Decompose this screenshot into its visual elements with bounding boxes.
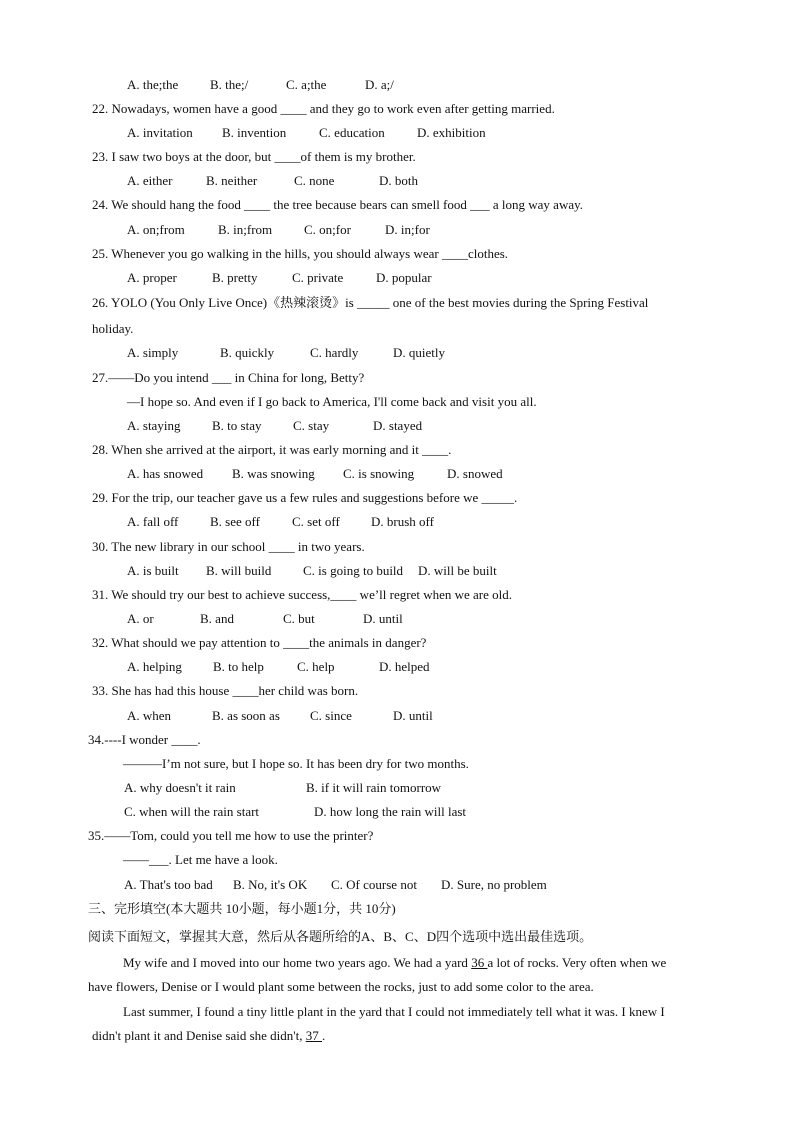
q32-option-c: C. help xyxy=(297,659,335,674)
q23-option-b: B. neither xyxy=(206,173,258,188)
q27-option-c: C. stay xyxy=(293,418,330,433)
q34-option-c: C. when will the rain start xyxy=(124,804,260,819)
q26-option-a: A. simply xyxy=(127,345,179,360)
q31-stem: 31. We should try our best to achieve success,____ we’ll regret when we are old. xyxy=(92,587,513,602)
q29-option-b: B. see off xyxy=(210,514,260,529)
q26-stem-line2: holiday. xyxy=(92,321,134,336)
q21-option-d: D. a;/ xyxy=(365,77,394,92)
q30-stem: 30. The new library in our school ____ in two years. xyxy=(92,539,365,554)
q34-option-b: B. if it will rain tomorrow xyxy=(306,780,442,795)
q22-option-d: D. exhibition xyxy=(417,125,486,140)
q34-reply: ———I’m not sure, but I hope so. It has been dry for two months. xyxy=(123,756,469,771)
q35-option-d: D. Sure, no problem xyxy=(441,877,547,892)
q25-option-d: D. popular xyxy=(376,270,432,285)
q29-option-d: D. brush off xyxy=(371,514,434,529)
q25-option-c: C. private xyxy=(292,270,344,285)
q35-option-c: C. Of course not xyxy=(331,877,417,892)
q35-option-a: A. That's too bad xyxy=(124,877,213,892)
q32-option-b: B. to help xyxy=(213,659,264,674)
q27-option-a: A. staying xyxy=(127,418,181,433)
passage-p2-line2-pre: didn't plant it and Denise said she didn't, xyxy=(92,1028,306,1043)
q34-option-d: D. how long the rain will last xyxy=(314,804,467,819)
q23-stem: 23. I saw two boys at the door, but ____of them is my brother. xyxy=(92,149,416,164)
section-instruction: 阅读下面短文，掌握其大意，然后从各题所给的A、B、C、D四个选项中选出最佳选项。 xyxy=(88,929,593,944)
q21-option-a: A. the;the xyxy=(127,77,179,92)
passage-p1-line1-post: a lot of rocks. Very often when we xyxy=(487,955,667,970)
q28-stem: 28. When she arrived at the airport, it was early morning and it ____. xyxy=(92,442,452,457)
q28-option-a: A. has snowed xyxy=(127,466,204,481)
q24-option-b: B. in;from xyxy=(218,222,273,237)
q27-option-d: D. stayed xyxy=(373,418,423,433)
q24-stem: 24. We should hang the food ____ the tree because bears can smell food ___ a long way away. xyxy=(92,197,584,212)
q28-option-d: D. snowed xyxy=(447,466,503,481)
q23-option-a: A. either xyxy=(127,173,173,188)
q25-option-a: A. proper xyxy=(127,270,177,285)
q29-option-a: A. fall off xyxy=(127,514,179,529)
q35-option-b: B. No, it's OK xyxy=(233,877,308,892)
blank-37: 37 xyxy=(305,1028,322,1043)
q26-option-d: D. quietly xyxy=(393,345,445,360)
q28-option-b: B. was snowing xyxy=(232,466,315,481)
q33-option-d: D. until xyxy=(393,708,433,723)
q27-reply: —I hope so. And even if I go back to America, I'll come back and visit you all. xyxy=(127,394,537,409)
q32-stem: 32. What should we pay attention to ____the animals in danger? xyxy=(92,635,427,650)
passage-p1-line1 xyxy=(123,955,666,971)
q25-option-b: B. pretty xyxy=(212,270,258,285)
q26-option-b: B. quickly xyxy=(220,345,275,360)
q22-option-a: A. invitation xyxy=(127,125,193,140)
blank-36: 36 xyxy=(471,955,488,970)
q33-option-a: A. when xyxy=(127,708,172,723)
q31-option-a: A. or xyxy=(127,611,154,626)
q21-option-c: C. a;the xyxy=(286,77,327,92)
q22-option-b: B. invention xyxy=(222,125,287,140)
q24-option-d: D. in;for xyxy=(385,222,430,237)
passage-p2-line1: Last summer, I found a tiny little plant in the yard that I could not immediately tell what it was. I knew I xyxy=(123,1004,665,1019)
passage-p1-line1-pre: My wife and I moved into our home two years ago. We had a yard xyxy=(123,955,472,970)
passage-p2-line2-post: . xyxy=(322,1028,326,1043)
q21-option-b: B. the;/ xyxy=(210,77,249,92)
q35-reply: ——___. Let me have a look. xyxy=(123,852,278,867)
section-heading: 三、完形填空(本大题共 10小题，每小题1分，共 10分) xyxy=(88,901,396,916)
q30-option-b: B. will build xyxy=(206,563,272,578)
q34-option-a: A. why doesn't it rain xyxy=(124,780,236,795)
q32-option-d: D. helped xyxy=(379,659,430,674)
q23-option-d: D. both xyxy=(379,173,418,188)
q26-stem-line1: 26. YOLO (You Only Live Once)《热辣滚烫》is _____ one of the best movies during the Spring Festival xyxy=(92,295,649,310)
q26-option-c: C. hardly xyxy=(310,345,359,360)
q30-option-a: A. is built xyxy=(127,563,179,578)
q31-option-d: D. until xyxy=(363,611,403,626)
q34-stem: 34.----I wonder ____. xyxy=(88,732,201,747)
q27-option-b: B. to stay xyxy=(212,418,262,433)
q33-option-c: C. since xyxy=(310,708,352,723)
q32-option-a: A. helping xyxy=(127,659,182,674)
q31-option-b: B. and xyxy=(200,611,234,626)
q30-option-c: C. is going to build xyxy=(303,563,404,578)
q23-option-c: C. none xyxy=(294,173,335,188)
q29-stem: 29. For the trip, our teacher gave us a few rules and suggestions before we _____. xyxy=(92,490,518,505)
q24-option-c: C. on;for xyxy=(304,222,351,237)
passage-p1-line2: have flowers, Denise or I would plant some between the rocks, just to add some color to the area. xyxy=(88,979,594,994)
q28-option-c: C. is snowing xyxy=(343,466,415,481)
q35-stem: 35.——Tom, could you tell me how to use the printer? xyxy=(88,828,374,843)
q31-option-c: C. but xyxy=(283,611,315,626)
passage-p2-line2 xyxy=(92,1028,325,1044)
q30-option-d: D. will be built xyxy=(418,563,497,578)
q25-stem: 25. Whenever you go walking in the hills, you should always wear ____clothes. xyxy=(92,246,509,261)
q27-stem: 27.——Do you intend ___ in China for long, Betty? xyxy=(92,370,365,385)
q22-stem: 22. Nowadays, women have a good ____ and they go to work even after getting married. xyxy=(92,101,555,116)
q33-option-b: B. as soon as xyxy=(212,708,280,723)
q29-option-c: C. set off xyxy=(292,514,340,529)
q33-stem: 33. She has had this house ____her child was born. xyxy=(92,683,359,698)
q24-option-a: A. on;from xyxy=(127,222,185,237)
q22-option-c: C. education xyxy=(319,125,385,140)
